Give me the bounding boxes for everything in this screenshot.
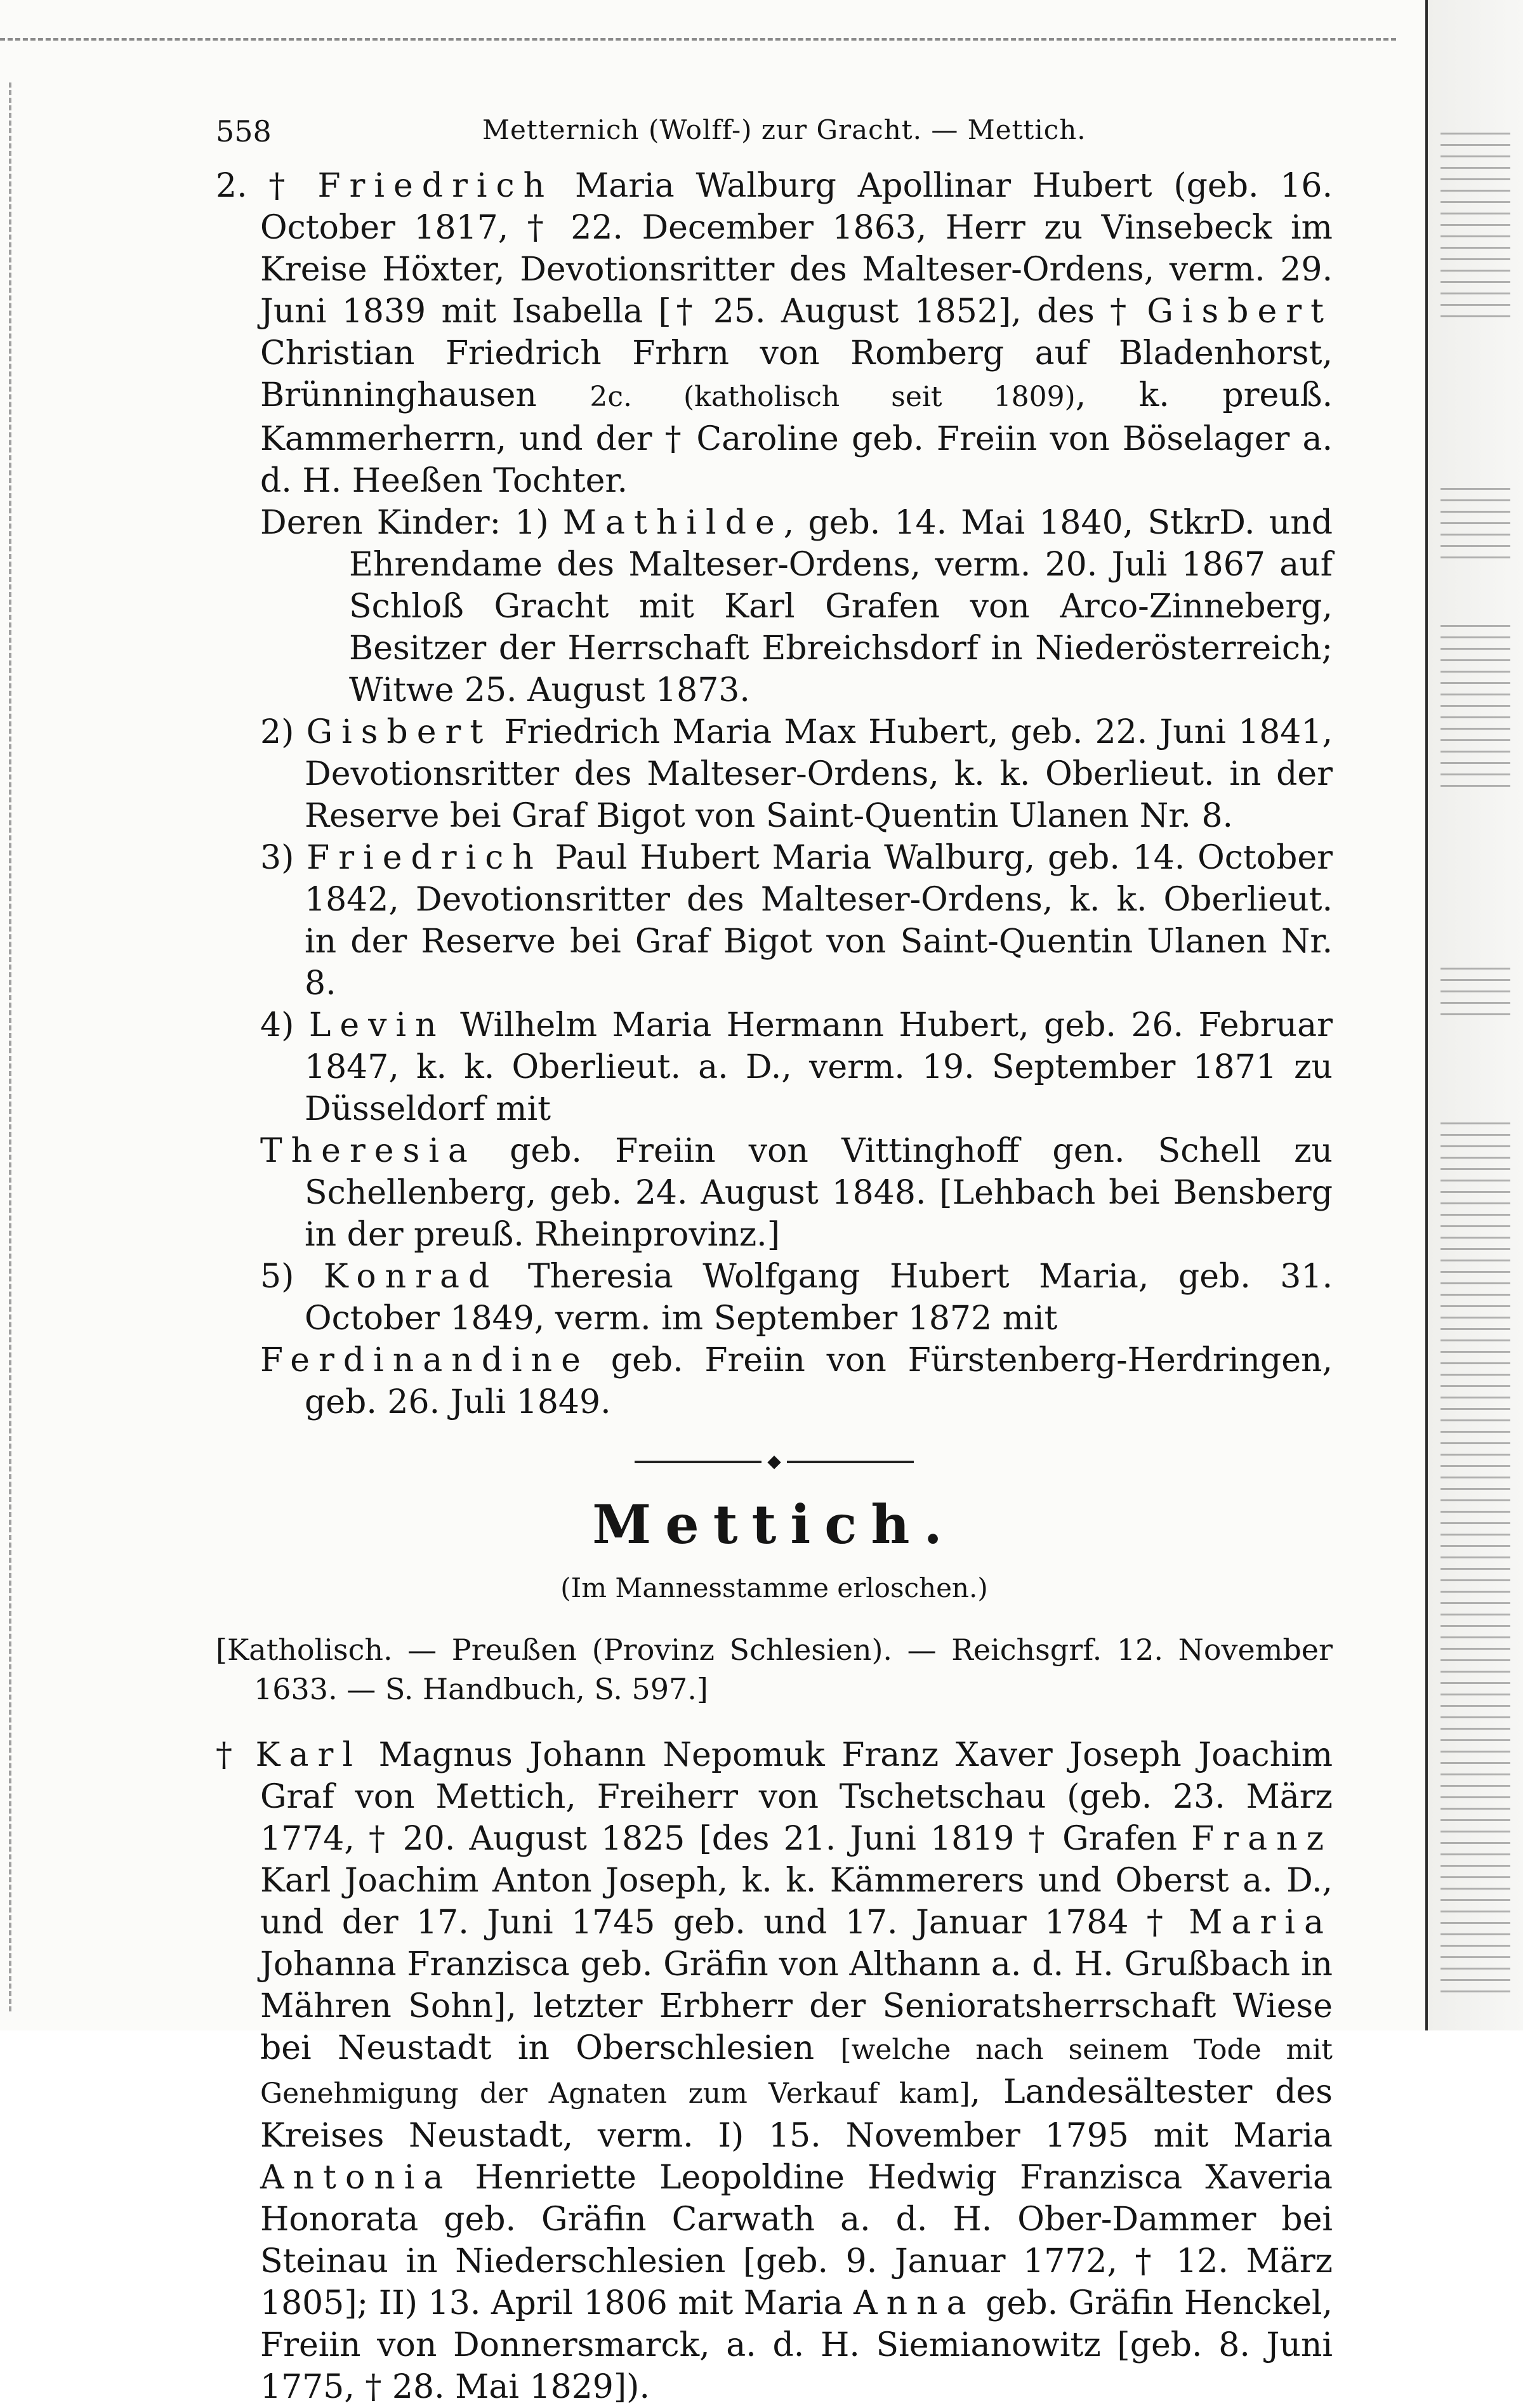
- bleed-text-smudge: [1441, 1117, 1510, 1992]
- child-name: Friedrich: [307, 839, 543, 877]
- running-head: [216, 89, 1333, 165]
- child-name: Gisbert: [306, 713, 492, 751]
- child-text: Wilhelm Maria Hermann Hubert, geb. 26. Februar 1847, k. k. Oberlieut. a. D., verm. 19. September 1871 zu Düsseldorf mit: [305, 1006, 1333, 1128]
- child-name: Konrad: [323, 1258, 499, 1296]
- running-title: Metternich (Wolff-) zur Gracht. — Mettich.: [482, 114, 1086, 145]
- entry-text: , Landesältester des Kreises Neustadt, verm. I) 15. November 1795 mit Maria: [260, 2073, 1333, 2155]
- child-entry-5: [216, 1256, 1333, 1339]
- child-text: Theresia Wolfgang Hubert Maria, geb. 31. October 1849, verm. im September 1872 mit: [305, 1258, 1333, 1338]
- child-text: Paul Hubert Maria Walburg, geb. 14. October 1842, Devotionsritter des Malteser-Ordens, k. k. Oberlieut. in der Reserve bei Graf Bigot von Saint-Quentin Ulanen Nr. 8.: [305, 839, 1333, 1003]
- child-name: Levin: [308, 1006, 445, 1044]
- child-name: Mathilde: [562, 504, 784, 542]
- page-number: 558: [216, 114, 272, 148]
- section-subtitle: (Im Mannesstamme erloschen.): [560, 1572, 988, 1603]
- adjacent-page-bleed: [1425, 0, 1523, 2030]
- entry-name: Maria: [1189, 1904, 1333, 1942]
- child-entry-2: [216, 711, 1333, 837]
- divider-ornament-icon: ◆: [762, 1455, 787, 1468]
- entry-name: Franz: [1191, 1820, 1333, 1858]
- ornamental-divider: [635, 1451, 914, 1471]
- entry-name: Friedrich: [317, 167, 554, 205]
- child-text: Friedrich Maria Max Hubert, geb. 22. Juni 1841, Devotionsritter des Malteser-Ordens, k. k. Oberlieut. in der Reserve bei Graf Bigot von Saint-Quentin Ulanen Nr. 8.: [305, 713, 1333, 835]
- child-number: 5): [260, 1258, 324, 1296]
- children-intro: Deren Kinder: 1): [260, 504, 563, 542]
- entry-cross: †: [216, 1736, 256, 1774]
- entry-text: Johanna Franzisca geb. Gräfin von Althann a. d. H. Grußbach in Mähren Sohn], letzter Erbherr der Senioratsherrschaft Wiese bei Neustadt in Oberschlesien: [260, 1945, 1333, 2067]
- entry-text: Magnus Johann Nepomuk Franz Xaver Joseph Joachim Graf von Mettich, Freiherr von Tschetschau (geb. 23. März 1774, † 20. August 1825 [des 21. Juni 1819 † Grafen: [260, 1736, 1333, 1858]
- scan-edge-top: [0, 38, 1396, 41]
- bleed-text-smudge: [1441, 482, 1510, 558]
- entry-number: 2. †: [216, 167, 318, 205]
- entry-name: Karl: [255, 1736, 362, 1774]
- child-entry-4: [216, 1004, 1333, 1130]
- text-column: [216, 89, 1333, 2408]
- entry-name: Anna: [854, 2284, 975, 2322]
- entry-text: Karl Joachim Anton Joseph, k. k. Kämmerers und Oberst a. D., und der 17. Juni 1745 geb. und 17. Januar 1784 †: [260, 1862, 1333, 1942]
- entry-text: geb. Gräfin Henckel, Freiin von Donnersmarck, a. d. H. Siemianowitz [geb. 8. Juni 1775, † 28. Mai 1829]).: [260, 2284, 1333, 2406]
- entry-karl: [216, 1734, 1333, 2408]
- entry-note: [welche nach seinem Tode mit Genehmigung der Agnaten zum Verkauf kam]: [260, 2034, 1333, 2110]
- spouse-name: Theresia: [260, 1132, 477, 1170]
- section-title: Mettich.: [592, 1493, 956, 1556]
- bleed-text-smudge: [1441, 127, 1510, 317]
- section-meta: [Katholisch. — Preußen (Provinz Schlesien). — Reichsgrf. 12. November 1633. — S. Handbuch, S. 597.]: [216, 1633, 1333, 1706]
- child-entry-3: [216, 837, 1333, 1004]
- bleed-text-smudge: [1441, 622, 1510, 787]
- child-text: , geb. 14. Mai 1840, StkrD. und Ehrendame des Malteser-Ordens, verm. 20. Juli 1867 auf Schloß Gracht mit Karl Grafen von Arco-Zinneberg, Besitzer der Herrschaft Ebreichsdorf in Niederösterreich; Witwe 25. August 1873.: [349, 504, 1333, 709]
- child-entry-1: [216, 502, 1333, 711]
- entry-text: Christian Friedrich Frhrn von Romberg auf Bladenhorst, Brünninghausen: [260, 334, 1333, 414]
- entry-name: Gisbert: [1147, 293, 1333, 331]
- child-number: 3): [260, 839, 307, 877]
- child-spouse-4: [216, 1130, 1333, 1256]
- scan-edge-left: [9, 82, 11, 2011]
- spouse-name: Ferdinandine: [260, 1341, 590, 1379]
- entry-text: , k. preuß. Kammerherrn, und der † Caroline geb. Freiin von Böselager a. d. H. Heeßen Tochter.: [260, 376, 1333, 500]
- child-number: 4): [260, 1006, 309, 1044]
- entry-note: 2c. (katholisch seit 1809): [590, 381, 1076, 413]
- child-spouse-5: [216, 1339, 1333, 1423]
- entry-friedrich: [216, 165, 1333, 502]
- spouse-text: geb. Freiin von Fürstenberg-Herdringen, geb. 26. Juli 1849.: [305, 1341, 1333, 1421]
- entry-text: Henriette Leopoldine Hedwig Franzisca Xaveria Honorata geb. Gräfin Carwath a. d. H. Ober-Dammer bei Steinau in Niederschlesien [geb. 9. Januar 1772, † 12. März 1805]; II) 13. April 1806 mit Maria: [260, 2159, 1333, 2322]
- entry-name: Antonia: [260, 2159, 452, 2197]
- child-number: 2): [260, 713, 307, 751]
- bleed-text-smudge: [1441, 964, 1510, 1015]
- spouse-text: geb. Freiin von Vittinghoff gen. Schell zu Schellenberg, geb. 24. August 1848. [Lehbach bei Bensberg in der preuß. Rheinprovinz.]: [305, 1132, 1333, 1254]
- entry-text: Maria Walburg Apollinar Hubert (geb. 16. October 1817, † 22. December 1863, Herr zu Vinsebeck im Kreise Höxter, Devotionsritter des Malteser-Ordens, verm. 29. Juni 1839 mit Isabella [† 25. August 1852], des †: [260, 167, 1333, 331]
